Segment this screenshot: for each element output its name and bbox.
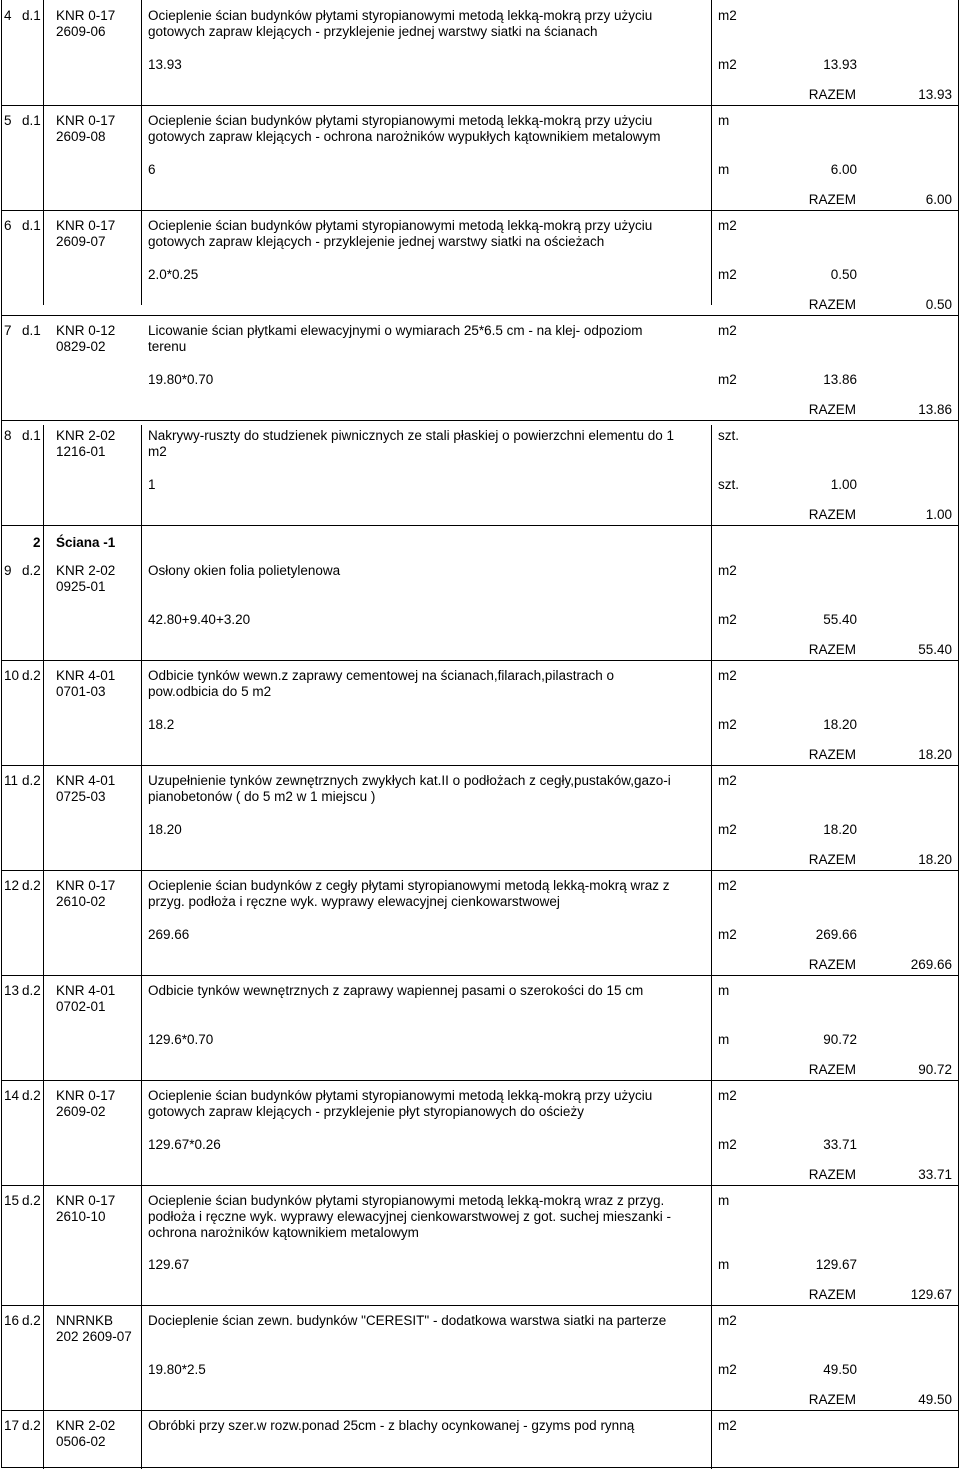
item-description-line-2: przyg. podłoża i ręczne wyk. wyprawy elewacyjnej cienkowarstwowej [148, 894, 560, 909]
item-part: d.2 [22, 1193, 41, 1208]
item-unit: m2 [718, 218, 737, 233]
item-number: 4 [4, 8, 12, 23]
razem-label: RAZEM [808, 87, 856, 102]
razem-value: 90.72 [918, 1062, 952, 1077]
item-part: d.2 [22, 1088, 41, 1103]
item-description: Osłony okien folia polietylenowa [148, 563, 341, 578]
item-unit: m2 [718, 563, 737, 578]
razem-value: 6.00 [925, 192, 952, 207]
item-description: Ocieplenie ścian budynków płytami styropianowymi metodą lekką-mokrą przy użyciu [148, 113, 653, 128]
item-number: 15 [4, 1193, 20, 1208]
razem-label: RAZEM [808, 192, 856, 207]
norm-code-position: 2610-02 [56, 894, 106, 909]
item-unit: m [718, 983, 730, 998]
razem-label: RAZEM [808, 507, 856, 522]
item-description: Ocieplenie ścian budynków płytami styropianowymi metodą lekką-mokrą przy użyciu [148, 218, 653, 233]
item-description: Odbicie tynków wewn.z zaprawy cementowej na ścianach,filarach,pilastrach o [148, 668, 614, 683]
razem-label: RAZEM [808, 1287, 856, 1302]
norm-code-position: 1216-01 [56, 444, 106, 459]
item-description-line-2: gotowych zapraw klejących - przyklejenie płyt styropianowych do ościeży [148, 1104, 584, 1119]
column-divider [141, 0, 142, 305]
calc-formula: 129.6*0.70 [148, 1032, 214, 1047]
razem-label: RAZEM [808, 747, 856, 762]
calc-value: 18.20 [823, 822, 857, 837]
item-number: 14 [4, 1088, 20, 1103]
item-unit: m2 [718, 1088, 737, 1103]
calc-value: 129.67 [815, 1257, 857, 1272]
row-divider [1, 105, 958, 106]
item-number: 5 [4, 113, 12, 128]
item-unit: m2 [718, 1418, 737, 1433]
calc-unit: m [718, 1257, 730, 1272]
calc-value: 13.93 [823, 57, 857, 72]
item-number: 7 [4, 323, 12, 338]
razem-value: 129.67 [910, 1287, 952, 1302]
norm-code-position: 0702-01 [56, 999, 106, 1014]
item-description: Odbicie tynków wewnętrznych z zaprawy wapiennej pasami o szerokości do 15 cm [148, 983, 644, 998]
norm-code-position: 2609-08 [56, 129, 106, 144]
razem-label: RAZEM [808, 297, 856, 312]
item-description: Ocieplenie ścian budynków płytami styropianowymi metodą lekką-mokrą przy użyciu [148, 8, 653, 23]
item-unit: m2 [718, 878, 737, 893]
calc-formula: 6 [148, 162, 156, 177]
norm-code: KNR 0-17 [56, 1193, 116, 1208]
razem-value: 55.40 [918, 642, 952, 657]
calc-formula: 1 [148, 477, 156, 492]
item-number: 6 [4, 218, 12, 233]
calc-formula: 18.20 [148, 822, 182, 837]
norm-code: KNR 0-17 [56, 878, 116, 893]
norm-code: KNR 4-01 [56, 773, 116, 788]
item-description-line-2: pow.odbicia do 5 m2 [148, 684, 272, 699]
calc-unit: m2 [718, 267, 737, 282]
item-description: Docieplenie ścian zewn. budynków "CERESIT" - dodatkowa warstwa siatki na parterze [148, 1313, 667, 1328]
item-description: Ocieplenie ścian budynków płytami styropianowymi metodą lekką-mokrą wraz z przyg. [148, 1193, 665, 1208]
calc-unit: m2 [718, 57, 737, 72]
item-description: Obróbki przy szer.w rozw.ponad 25cm - z blachy ocynkowanej - gzyms pod rynną [148, 1418, 635, 1433]
calc-formula: 269.66 [148, 927, 190, 942]
calc-value: 1.00 [830, 477, 857, 492]
calc-value: 0.50 [830, 267, 857, 282]
item-part: d.2 [22, 878, 41, 893]
norm-code-position: 2609-07 [56, 234, 106, 249]
razem-label: RAZEM [808, 957, 856, 972]
item-number: 9 [4, 563, 12, 578]
norm-code: KNR 2-02 [56, 563, 116, 578]
calc-formula: 2.0*0.25 [148, 267, 199, 282]
row-divider [1, 420, 958, 421]
calc-unit: m [718, 162, 730, 177]
calc-formula: 18.2 [148, 717, 175, 732]
calc-value: 18.20 [823, 717, 857, 732]
item-description: Licowanie ścian płytkami elewacyjnymi o wymiarach 25*6.5 cm - na klej- odpoziom [148, 323, 643, 338]
row-divider [1, 210, 958, 211]
razem-value: 13.86 [918, 402, 952, 417]
row-divider [1, 660, 958, 661]
calc-unit: m2 [718, 372, 737, 387]
column-divider [141, 425, 142, 1469]
calc-value: 49.50 [823, 1362, 857, 1377]
calc-value: 6.00 [830, 162, 857, 177]
razem-label: RAZEM [808, 642, 856, 657]
razem-value: 269.66 [910, 957, 952, 972]
norm-code-position: 0925-01 [56, 579, 106, 594]
item-unit: m2 [718, 668, 737, 683]
calc-unit: szt. [718, 477, 740, 492]
norm-code-position: 2610-10 [56, 1209, 106, 1224]
item-description: Ocieplenie ścian budynków płytami styropianowymi metodą lekką-mokrą przy użyciu [148, 1088, 653, 1103]
column-divider [43, 425, 44, 1469]
item-description-line-2: terenu [148, 339, 187, 354]
item-description: Ocieplenie ścian budynków z cegły płytami styropianowymi metodą lekką-mokrą wraz z [148, 878, 670, 893]
item-description-line-2: m2 [148, 444, 167, 459]
norm-code-position: 0506-02 [56, 1434, 106, 1449]
item-description: Uzupełnienie tynków zewnętrznych zwykłych kat.II o podłożach z cegły,pustaków,gazo-i [148, 773, 671, 788]
calc-unit: m [718, 1032, 730, 1047]
razem-value: 0.50 [925, 297, 952, 312]
razem-label: RAZEM [808, 852, 856, 867]
calc-unit: m2 [718, 927, 737, 942]
item-description-line-2: gotowych zapraw klejących - przyklejenie jednej warstwy siatki na ścianach [148, 24, 598, 39]
norm-code: KNR 0-17 [56, 218, 116, 233]
norm-code-position: 0829-02 [56, 339, 106, 354]
norm-code-position: 202 2609-07 [56, 1329, 132, 1344]
item-part: d.2 [22, 983, 41, 998]
item-unit: m2 [718, 323, 737, 338]
item-unit: m2 [718, 773, 737, 788]
razem-value: 13.93 [918, 87, 952, 102]
item-part: d.2 [22, 1313, 41, 1328]
calc-value: 269.66 [815, 927, 857, 942]
calc-unit: m2 [718, 1362, 737, 1377]
norm-code: KNR 2-02 [56, 1418, 116, 1433]
item-number: 11 [4, 773, 19, 788]
norm-code: KNR 4-01 [56, 668, 116, 683]
item-description-line-3: ochrona narożników kątownikiem metalowym [148, 1225, 419, 1240]
calc-unit: m2 [718, 822, 737, 837]
row-divider [1, 1410, 958, 1411]
razem-value: 1.00 [925, 507, 952, 522]
calc-value: 55.40 [823, 612, 857, 627]
norm-code: KNR 0-12 [56, 323, 116, 338]
item-number: 12 [4, 878, 20, 893]
item-number: 16 [4, 1313, 20, 1328]
item-unit: m [718, 113, 730, 128]
item-unit: m [718, 1193, 730, 1208]
calc-value: 33.71 [823, 1137, 857, 1152]
column-divider [711, 425, 712, 1469]
calc-formula: 129.67*0.26 [148, 1137, 221, 1152]
item-part: d.2 [22, 1418, 41, 1433]
item-number: 13 [4, 983, 20, 998]
calc-formula: 42.80+9.40+3.20 [148, 612, 251, 627]
item-description-line-2: pianobetonów ( do 5 m2 w 1 miejscu ) [148, 789, 376, 804]
calc-formula: 19.80*0.70 [148, 372, 214, 387]
item-part: d.2 [22, 773, 41, 788]
razem-value: 33.71 [918, 1167, 952, 1182]
norm-code: KNR 4-01 [56, 983, 116, 998]
item-number: 10 [4, 668, 20, 683]
row-divider [1, 765, 958, 766]
razem-label: RAZEM [808, 1167, 856, 1182]
calc-unit: m2 [718, 612, 737, 627]
razem-value: 18.20 [918, 747, 952, 762]
calc-formula: 13.93 [148, 57, 182, 72]
section-title: Ściana -1 [56, 535, 116, 550]
item-description-line-2: gotowych zapraw klejących - ochrona narożników wypukłych kątownikiem metalowym [148, 129, 661, 144]
item-unit: szt. [718, 428, 740, 443]
norm-code: NNRNKB [56, 1313, 114, 1328]
item-part: d.1 [22, 218, 41, 233]
row-divider [1, 315, 958, 316]
item-part: d.1 [22, 113, 41, 128]
item-number: 8 [4, 428, 12, 443]
norm-code-position: 2609-02 [56, 1104, 106, 1119]
column-divider [711, 0, 712, 305]
column-divider [43, 0, 44, 305]
razem-value: 18.20 [918, 852, 952, 867]
calc-formula: 19.80*2.5 [148, 1362, 206, 1377]
item-description: Nakrywy-ruszty do studzienek piwnicznych ze stali płaskiej o powierzchni elementu do 1 [148, 428, 674, 443]
row-divider [1, 1305, 958, 1306]
calc-value: 90.72 [823, 1032, 857, 1047]
razem-label: RAZEM [808, 402, 856, 417]
norm-code-position: 0701-03 [56, 684, 106, 699]
calc-formula: 129.67 [148, 1257, 190, 1272]
row-divider [1, 1080, 958, 1081]
item-part: d.1 [22, 8, 41, 23]
item-number: 17 [4, 1418, 20, 1433]
item-description-line-2: gotowych zapraw klejących - przyklejenie jednej warstwy siatki na ościeżach [148, 234, 605, 249]
row-divider [1, 870, 958, 871]
razem-value: 49.50 [918, 1392, 952, 1407]
item-unit: m2 [718, 1313, 737, 1328]
item-part: d.1 [22, 323, 41, 338]
row-divider [1, 975, 958, 976]
item-unit: m2 [718, 8, 737, 23]
razem-label: RAZEM [808, 1062, 856, 1077]
norm-code-position: 0725-03 [56, 789, 106, 804]
section-number: 2 [33, 535, 41, 550]
norm-code: KNR 0-17 [56, 8, 116, 23]
calc-value: 13.86 [823, 372, 857, 387]
razem-label: RAZEM [808, 1392, 856, 1407]
norm-code: KNR 0-17 [56, 113, 116, 128]
calc-unit: m2 [718, 717, 737, 732]
norm-code: KNR 0-17 [56, 1088, 116, 1103]
norm-code: KNR 2-02 [56, 428, 116, 443]
item-part: d.2 [22, 668, 41, 683]
item-description-line-2: podłoża i ręczne wyk. wyprawy elewacyjnej cienkowarstwowej z got. suchej mieszanki - [148, 1209, 671, 1224]
norm-code-position: 2609-06 [56, 24, 106, 39]
row-divider [1, 525, 958, 526]
item-part: d.1 [22, 428, 41, 443]
row-divider [1, 1185, 958, 1186]
calc-unit: m2 [718, 1137, 737, 1152]
item-part: d.2 [22, 563, 41, 578]
